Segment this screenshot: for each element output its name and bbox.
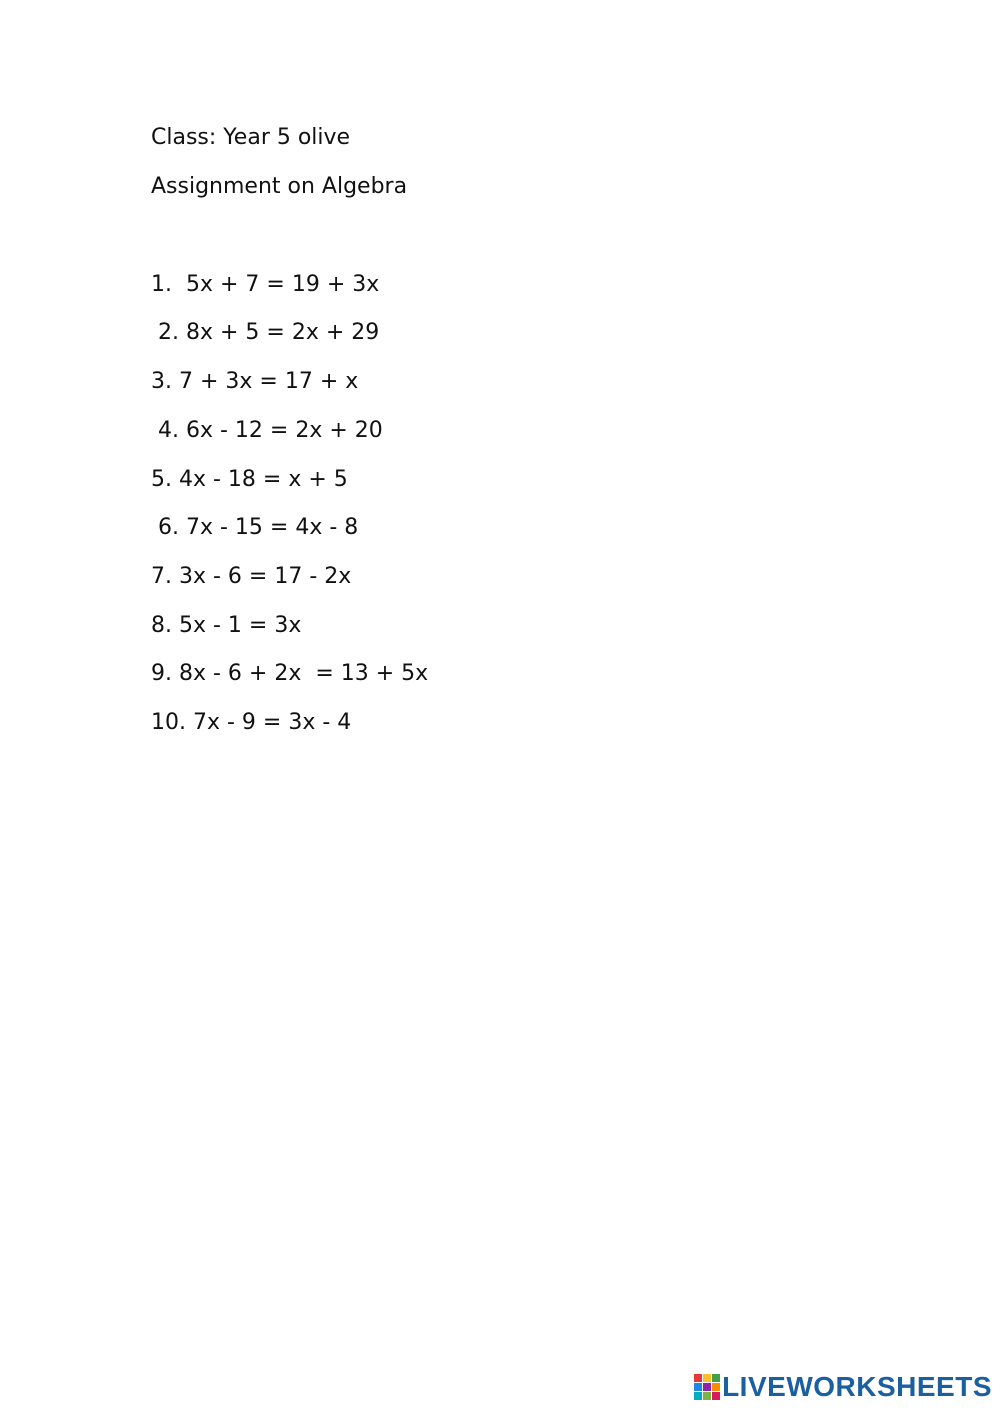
question-8: 8. 5x - 1 = 3x	[151, 613, 302, 638]
assignment-title: Assignment on Algebra	[151, 174, 408, 199]
question-3: 3. 7 + 3x = 17 + x	[151, 369, 359, 394]
question-5: 5. 4x - 18 = x + 5	[151, 467, 348, 492]
question-10: 10. 7x - 9 = 3x - 4	[151, 710, 352, 735]
liveworksheets-logo-icon	[694, 1374, 720, 1400]
liveworksheets-watermark	[694, 1367, 992, 1407]
question-6: 6. 7x - 15 = 4x - 8	[158, 515, 359, 540]
class-label: Class: Year 5 olive	[151, 125, 351, 150]
question-4: 4. 6x - 12 = 2x + 20	[158, 418, 383, 443]
question-2: 2. 8x + 5 = 2x + 29	[158, 320, 380, 345]
question-1: 1. 5x + 7 = 19 + 3x	[151, 272, 380, 297]
question-7: 7. 3x - 6 = 17 - 2x	[151, 564, 352, 589]
watermark-text: LIVEWORKSHEETS	[722, 1371, 992, 1402]
question-9: 9. 8x - 6 + 2x = 13 + 5x	[151, 661, 429, 686]
